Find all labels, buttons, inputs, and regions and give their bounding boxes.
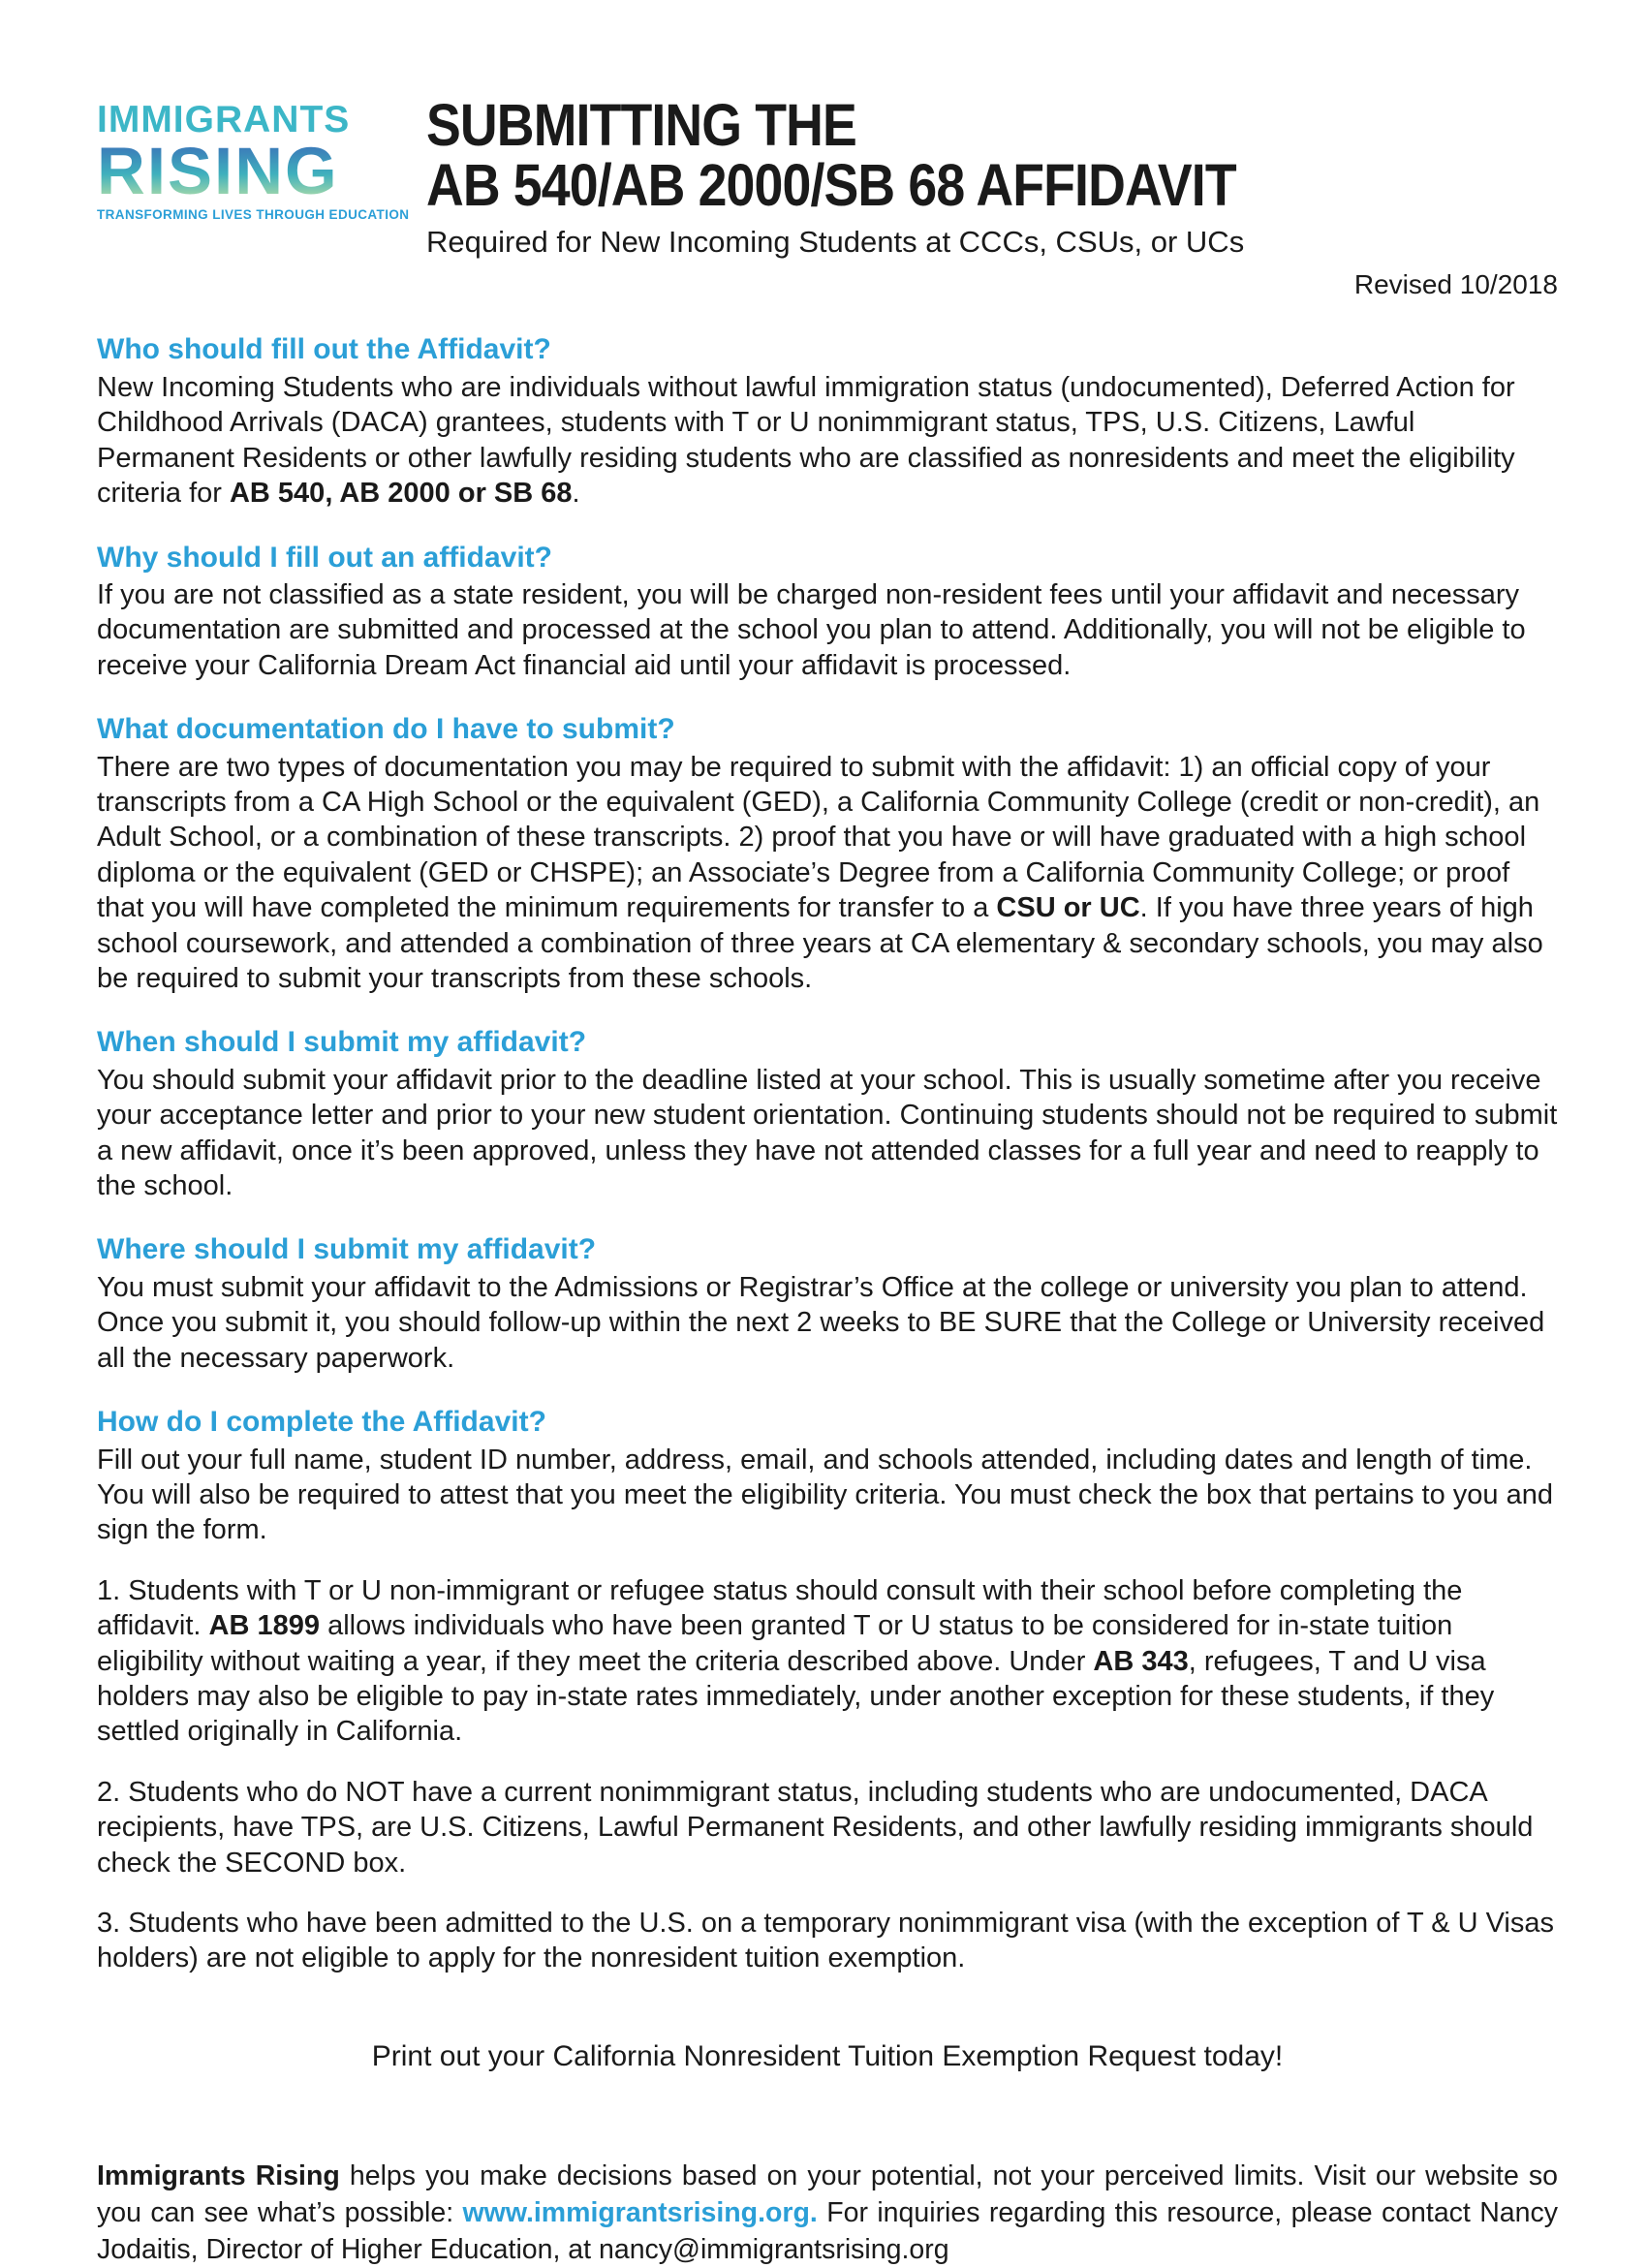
cta-line: Print out your California Nonresident Tuition Exemption Request today!: [371, 2039, 1284, 2072]
bold-text: Immigrants Rising: [97, 2159, 340, 2191]
section-paragraph: 1. Students with T or U non-immigrant or refugee status should consult with their school before completing the affidavit. AB 1899 allows individuals who have been granted T or U status to be considered for in-state tuition eligibility without waiting a year, if they meet the criteria described above. Under AB 343, refugees, T and U visa holders may also be eligible to pay in-state rates immediately, under another exception for these students, if they settled originally in California.: [97, 1574, 1495, 1748]
document-footer: Immigrants Rising helps you make decisions based on your potential, not your perceived limits. Visit our website so you can see what’s possible: www.immigrantsrising.org. For inquiries regarding this resource, please contact Nancy Jodaitis, Director of Higher Education, at nancy@immigrantsrising.org: [97, 2159, 1558, 2265]
faq-section: [97, 1024, 1558, 1203]
section-heading: How do I complete the Affidavit?: [97, 1406, 546, 1439]
document-header: [97, 93, 1558, 260]
section-paragraph: 2. Students who do NOT have a current nonimmigrant status, including students who are undocumented, DACA recipients, have TPS, are U.S. Citizens, Lawful Permanent Residents, and other lawfully residing immigrants should check the SECOND box.: [97, 1776, 1534, 1879]
revision-date: Revised 10/2018: [1353, 269, 1558, 300]
section-paragraph: You must submit your affidavit to the Admissions or Registrar’s Office at the college or university you plan to attend. Once you submit it, you should follow-up within the next 2 weeks to BE SURE that the College or University received all the necessary paperwork.: [97, 1271, 1545, 1374]
section-paragraph: If you are not classified as a state resident, you will be charged non-resident fees until your affidavit and necessary documentation are submitted and processed at the school you plan to attend. Additionally, you will not be eligible to receive your California Dream Act financial aid until your affidavit is processed.: [97, 579, 1526, 681]
bold-text: CSU or UC: [996, 892, 1140, 924]
faq-section: [97, 540, 1558, 684]
bold-text: AB 343: [1093, 1645, 1189, 1677]
section-paragraph: 3. Students who have been admitted to the U.S. on a temporary nonimmigrant visa (with the exception of T & U Visas holders) are not eligible to apply for the nonresident tuition exemption.: [97, 1907, 1554, 1974]
section-heading: What documentation do I have to submit?: [97, 713, 675, 746]
faq-section: [97, 331, 1558, 511]
section-paragraph: You should submit your affidavit prior to the deadline listed at your school. This is usually sometime after you receive your acceptance letter and prior to your new student orientation. Continuing students should not be required to submit a new affidavit, once it’s been approved, unless they have not attended classes for a full year and need to reapply to the school.: [97, 1064, 1558, 1202]
section-paragraph: There are two types of documentation you may be required to submit with the affidavit: 1) an official copy of your transcripts from a CA High School or the equivalent (GED), a California Community College (credit or non-credit), an Adult School, or a combination of these transcripts. 2) proof that you have or will have graduated with a high school diploma or the equivalent (GED or CHSPE); an Associate’s Degree from a California Community College; or proof that you will have completed the minimum requirements for transfer to a CSU or UC. If you have three years of high school coursework, and attended a combination of three years at CA elementary & secondary schools, you may also be required to submit your transcripts from these schools.: [97, 751, 1543, 995]
section-heading: Why should I fill out an affidavit?: [97, 541, 552, 574]
faq-section: [97, 1231, 1558, 1376]
bold-text: AB 540, AB 2000 or SB 68: [229, 478, 573, 510]
bold-text: AB 1899: [208, 1610, 321, 1642]
faq-section: [97, 1404, 1558, 1976]
page-title-line2: AB 540/AB 2000/SB 68 AFFIDAVIT: [426, 152, 1236, 219]
section-heading: Where should I submit my affidavit?: [97, 1233, 597, 1266]
section-heading: Who should fill out the Affidavit?: [97, 333, 551, 366]
website-link[interactable]: www.immigrantsrising.org.: [462, 2196, 818, 2228]
logo-tagline: TRANSFORMING LIVES THROUGH EDUCATION: [97, 207, 410, 223]
logo-word-rising: RISING: [97, 140, 388, 202]
faq-sections: [97, 331, 1558, 1975]
page-title-line1: SUBMITTING THE: [426, 92, 856, 158]
page-title: [426, 92, 1347, 219]
section-paragraph: New Incoming Students who are individuals without lawful immigration status (undocumented), Deferred Action for Childhood Arrivals (DACA) grantees, students with T or U nonimmigrant status, TPS, U.S. Citizens, Lawful Permanent Residents or other lawfully residing students who are classified as nonresidents and meet the eligibility criteria for AB 540, AB 2000 or SB 68.: [97, 371, 1515, 510]
faq-section: [97, 711, 1558, 996]
section-heading: When should I submit my affidavit?: [97, 1026, 587, 1059]
logo-word-immigrants: IMMIGRANTS: [97, 99, 351, 140]
section-paragraph: Fill out your full name, student ID number, address, email, and schools attended, including dates and length of time. You will also be required to attest that you meet the eligibility criteria. You must check the box that pertains to you and sign the form.: [97, 1444, 1553, 1546]
page-subtitle: Required for New Incoming Students at CCCs, CSUs, or UCs: [426, 225, 1245, 260]
immigrants-rising-logo: [97, 93, 410, 223]
title-block: [426, 93, 1347, 260]
